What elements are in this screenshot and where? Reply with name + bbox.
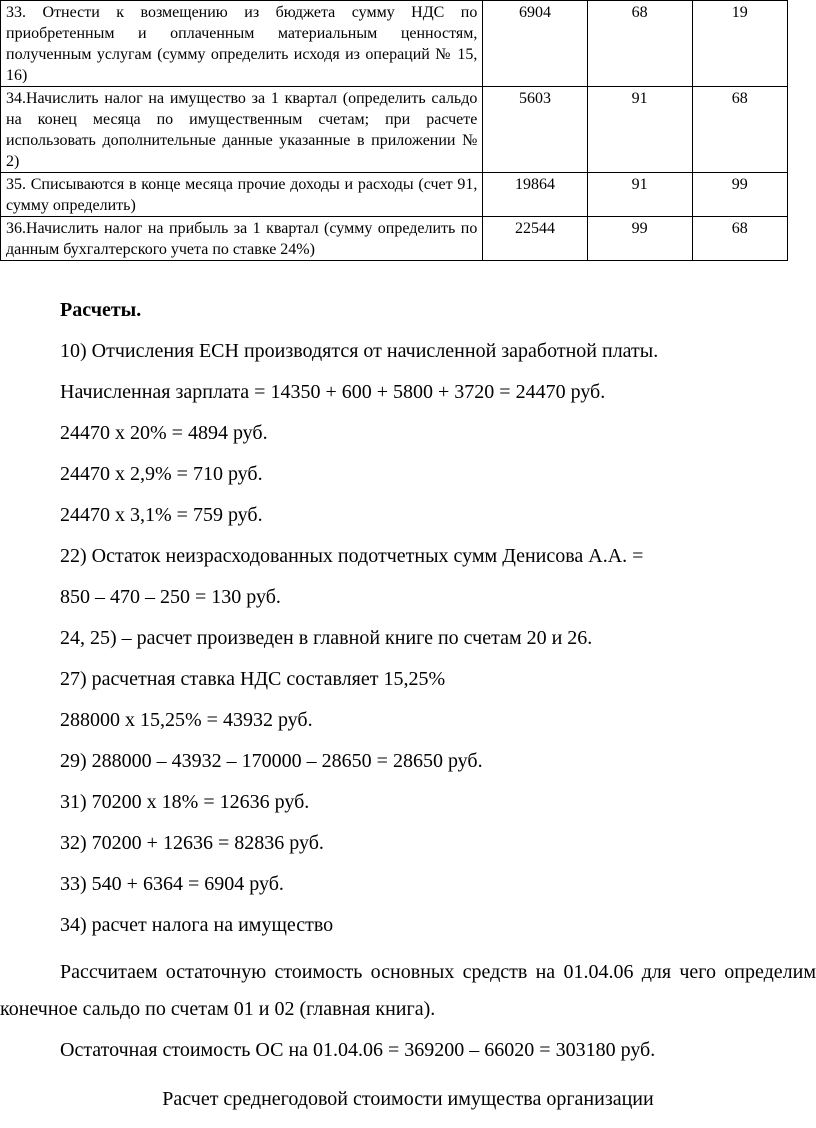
calc-line: 22) Остаток неизрасходованных подотчетных сумм Денисова А.А. = [60,545,644,567]
operation-credit: 19 [692,1,787,87]
operation-debit: 91 [587,173,692,217]
residual-value-line: Остаточная стоимость ОС на 01.04.06 = 369200 – 66020 = 303180 руб. [60,1039,656,1061]
calc-line: 27) расчетная ставка НДС составляет 15,25% [60,668,446,690]
calc-line: 24470 х 20% = 4894 руб. [60,422,268,444]
calc-line: 24470 х 3,1% = 759 руб. [60,504,263,526]
section-title: Расчет среднегодовой стоимости имущества организации [162,1088,654,1110]
operation-debit: 99 [587,217,692,261]
operation-credit: 99 [692,173,787,217]
operation-description: 35. Списываются в конце месяца прочие доходы и расходы (счет 91, сумму определить) [1,173,483,217]
operation-amount: 22544 [483,217,587,261]
operations-table [0,0,788,261]
operation-credit: 68 [692,217,787,261]
table-row [1,173,788,217]
operation-description: 34.Начислить налог на имущество за 1 квартал (определить сальдо на конец месяца по имущественным счетам; при расчете использовать дополнительные данные указанные в приложении № 2) [1,87,483,173]
calc-line: 850 – 470 – 250 = 130 руб. [60,586,281,608]
calc-line: 29) 288000 – 43932 – 170000 – 28650 = 28650 руб. [60,750,483,772]
calculations-section [0,298,816,1128]
calc-line: 288000 х 15,25% = 43932 руб. [60,709,313,731]
calc-line: 24, 25) – расчет произведен в главной книге по счетам 20 и 26. [60,627,593,649]
operation-description: 33. Отнести к возмещению из бюджета сумму НДС по приобретенным и оплаченным материальным ценностям, полученным услугам (сумму определить исходя из операций № 15, 16) [1,1,483,87]
operation-debit: 68 [587,1,692,87]
calc-line: 34) расчет налога на имущество [60,914,334,936]
calculations-heading: Расчеты. [60,299,142,321]
operation-amount: 19864 [483,173,587,217]
table-row [1,87,788,173]
table-row [1,1,788,87]
calc-line: 32) 70200 + 12636 = 82836 руб. [60,832,324,854]
calc-line: 31) 70200 х 18% = 12636 руб. [60,791,310,813]
operation-amount: 5603 [483,87,587,173]
calc-line: 33) 540 + 6364 = 6904 руб. [60,873,284,895]
operation-credit: 68 [692,87,787,173]
table-row [1,217,788,261]
operation-debit: 91 [587,87,692,173]
calc-line: Начисленная зарплата = 14350 + 600 + 5800 + 3720 = 24470 руб. [60,381,606,403]
operation-amount: 6904 [483,1,587,87]
residual-value-paragraph: Рассчитаем остаточную стоимость основных средств на 01.04.06 для чего определим конечное сальдо по счетам 01 и 02 (главная книга). [0,961,816,1020]
calc-line: 10) Отчисления ЕСН производятся от начисленной заработной платы. [60,340,659,362]
calc-line: 24470 х 2,9% = 710 руб. [60,463,263,485]
operation-description: 36.Начислить налог на прибыль за 1 квартал (сумму определить по данным бухгалтерского учета по ставке 24%) [1,217,483,261]
